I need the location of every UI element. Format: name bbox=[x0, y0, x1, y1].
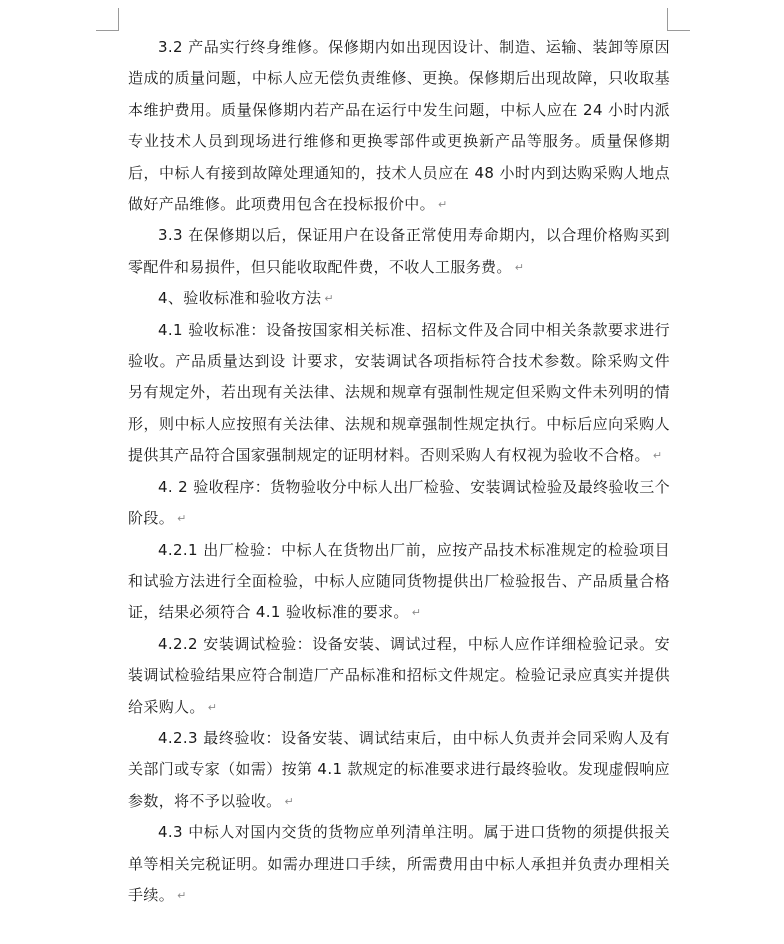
crop-mark-top-right bbox=[667, 8, 690, 31]
paragraph-3-3 bbox=[128, 220, 670, 283]
paragraph-mark-icon: ↵ bbox=[284, 794, 295, 808]
paragraph-text: 4. 2 验收程序：货物验收分中标人出厂检验、安装调试检验及最终验收三个阶段。 bbox=[128, 477, 670, 528]
paragraph-3-2 bbox=[128, 32, 670, 220]
paragraph-text: 4.2.3 最终验收：设备安装、调试结束后，由中标人负责并会同采购人及有关部门或专家（如需）按第 4.1 款规定的标准要求进行最终验收。发现虚假响应参数，将不予以验收。 bbox=[128, 728, 670, 810]
paragraph-mark-icon: ↵ bbox=[411, 606, 422, 620]
document-body[interactable] bbox=[128, 32, 670, 911]
paragraph-mark-icon: ↵ bbox=[652, 449, 663, 463]
paragraph-4-1 bbox=[128, 315, 670, 472]
paragraph-4-2-3 bbox=[128, 723, 670, 817]
crop-mark-top-left bbox=[96, 8, 119, 31]
paragraph-text: 4.1 验收标准：设备按国家相关标准、招标文件及合同中相关条款要求进行验收。产品质量达到设 计要求，安装调试各项指标符合技术参数。除采购文件另有规定外，若出现有关法律、法规和规章有强制性规定但采购文件未列明的情形，则中标人应按照有关法律、法规和规章强制性规定执行。中标后应向采购人提供其产品符合国家强制规定的证明材料。否则采购人有权视为验收不合格。 bbox=[128, 320, 670, 465]
paragraph-mark-icon: ↵ bbox=[324, 292, 334, 306]
paragraph-text: 4、验收标准和验收方法 bbox=[158, 289, 322, 308]
paragraph-mark-icon: ↵ bbox=[207, 700, 218, 714]
paragraph-mark-icon: ↵ bbox=[177, 512, 187, 526]
paragraph-text: 4.3 中标人对国内交货的货物应单列清单注明。属于进口货物的须提供报关单等相关完税证明。如需办理进口手续，所需费用由中标人承担并负责办理相关手续。 bbox=[128, 823, 670, 904]
paragraph-4-2-1 bbox=[128, 535, 670, 629]
paragraph-text: 3.3 在保修期以后，保证用户在设备正常使用寿命期内，以合理价格购买到零配件和易损件，但只能收取配件费，不收人工服务费。 bbox=[128, 226, 670, 276]
section-heading-4 bbox=[128, 283, 670, 314]
paragraph-4-3 bbox=[128, 817, 670, 911]
paragraph-text: 4.2.1 出厂检验：中标人在货物出厂前，应按产品技术标准规定的检验项目和试验方法进行全面检验，中标人应随同货物提供出厂检验报告、产品质量合格证，结果必须符合 4.1 验收标准的要求。 bbox=[128, 540, 670, 622]
paragraph-mark-icon: ↵ bbox=[514, 260, 525, 274]
paragraph-mark-icon: ↵ bbox=[177, 888, 187, 902]
paragraph-text: 3.2 产品实行终身维修。保修期内如出现因设计、制造、运输、装卸等原因造成的质量问题，中标人应无偿负责维修、更换。保修期后出现故障，只收取基本维护费用。质量保修期内若产品在运行中发生问题，中标人应在 24 小时内派专业技术人员到现场进行维修和更换零部件或更换新产品等服务。质量保修期后，中标人有接到故障处理通知的，技术人员应在 48 小时内到达购采购人地点做好产品维修。此项费用包含在投标报价中。 bbox=[128, 38, 670, 214]
paragraph-4-2-2 bbox=[128, 629, 670, 723]
paragraph-4-2 bbox=[128, 472, 670, 535]
paragraph-text: 4.2.2 安装调试检验：设备安装、调试过程，中标人应作详细检验记录。安装调试检验结果应符合制造厂产品标准和招标文件规定。检验记录应真实并提供给采购人。 bbox=[128, 634, 670, 716]
paragraph-mark-icon: ↵ bbox=[438, 198, 448, 212]
